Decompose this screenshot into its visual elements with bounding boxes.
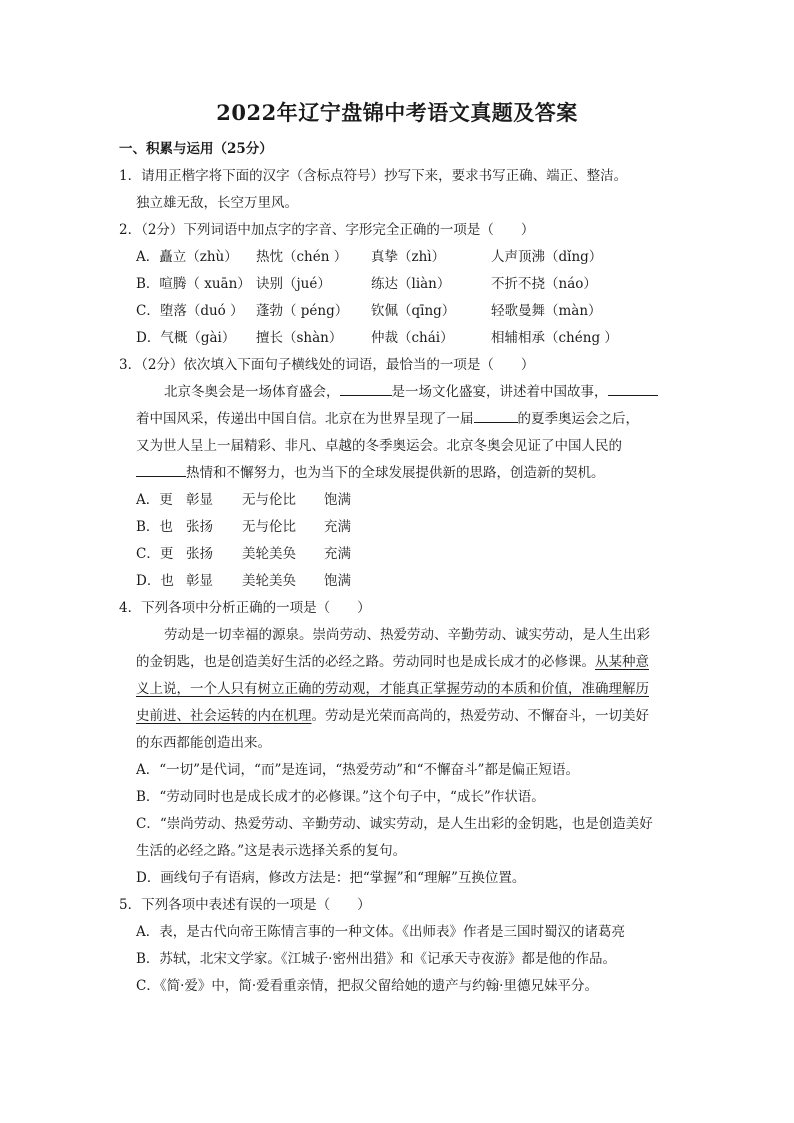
question-5-option-a: A．表，是古代向帝王陈情言事的一种文体。《出师表》作者是三国时蜀汉的诸葛亮	[136, 924, 625, 940]
question-4-option-c-cont: 生活的必经之路。”这是表示选择关系的复句。	[136, 843, 407, 859]
question-2-option-d	[119, 325, 679, 352]
question-1-text: 独立雄无敌，长空万里风。	[136, 195, 298, 211]
question-2-option-a	[119, 244, 679, 271]
option-word: A．矗立（zhù）	[136, 249, 238, 265]
option-word: 无与伦比	[242, 519, 296, 535]
option-word: B．喧腾（ xuān）	[136, 276, 251, 292]
fill-blank-1	[340, 381, 392, 396]
option-word: 仲裁（chái）	[371, 330, 454, 346]
option-word: 彰显	[186, 573, 213, 589]
question-5-option-b: B．苏轼，北宋文学家。《江城子·密州出猎》和《记承天寺夜游》都是他的作品。	[136, 951, 616, 967]
fill-blank-4	[136, 462, 186, 477]
option-word: 擅长（shàn）	[256, 330, 343, 346]
option-word: 充满	[324, 546, 351, 562]
question-3-option-b	[119, 514, 679, 541]
question-4-passage-line	[119, 676, 679, 703]
passage-text: 。劳动是光荣而高尚的，热爱劳动、不懈奋斗，一切美好	[311, 708, 649, 724]
question-4-passage-line: 的东西都能创造出来。	[136, 735, 271, 751]
question-3-option-a	[119, 487, 679, 514]
question-2-stem: 2．（2分）下列词语中加点字的字音、字形完全正确的一项是（ ）	[119, 222, 535, 238]
fill-blank-2	[608, 381, 658, 396]
option-word: 饱满	[324, 573, 351, 589]
question-4-passage-line	[119, 649, 679, 676]
question-4-option-d: D．画线句子有语病，修改方法是：把“掌握”和“理解”互换位置。	[136, 870, 526, 886]
passage-text: 是一场文化盛宴，讲述着中国故事，	[391, 384, 608, 400]
question-1-stem: 1．请用正楷字将下面的汉字（含标点符号）抄写下来，要求书写正确、端正、整洁。	[119, 168, 628, 184]
fill-blank-3	[474, 408, 518, 423]
option-word: 彰显	[186, 492, 213, 508]
question-5-stem: 5．下列各项中表述有误的一项是（ ）	[119, 897, 371, 913]
question-4-option-c: C．“崇尚劳动、热爱劳动、辛勤劳动、诚实劳动，是人生出彩的金钥匙，也是创造美好	[136, 816, 653, 832]
exam-content	[119, 136, 679, 1000]
passage-text: 的夏季奥运会之后，	[517, 411, 639, 427]
option-word: 张扬	[186, 519, 213, 535]
option-word: 练达（liàn）	[371, 276, 451, 292]
question-3-passage-line	[119, 460, 679, 487]
question-3-option-d	[119, 568, 679, 595]
option-word: A．更	[136, 492, 173, 508]
option-word: D．也	[136, 573, 174, 589]
question-4-option-b: B．“劳动同时也是成长成才的必修课。”这个句子中，“成长”作状语。	[136, 789, 545, 805]
option-word: 无与伦比	[242, 492, 296, 508]
option-word: 真挚（zhì）	[371, 249, 446, 265]
question-3-passage-line: 又为世人呈上一届精彩、非凡、卓越的冬季奥运会。北京冬奥会见证了中国人民的	[136, 438, 622, 454]
option-word: 美轮美奂	[242, 573, 296, 589]
question-2-option-b	[119, 271, 679, 298]
question-4-option-a: A．“一切”是代词，“而”是连词，“热爱劳动”和“不懈奋斗”都是偏正短语。	[136, 762, 579, 778]
underlined-sentence: 从某种意	[595, 654, 649, 670]
option-word: B．也	[136, 519, 173, 535]
option-word: C．更	[136, 546, 174, 562]
option-word: 人声顶沸（dǐng）	[491, 249, 603, 265]
question-3-stem: 3．（2分）依次填入下面句子横线处的词语，最恰当的一项是（ ）	[119, 357, 535, 373]
option-word: 诀别（jué）	[256, 276, 331, 292]
option-word: 轻歌曼舞（màn）	[491, 303, 602, 319]
question-4-passage-line: 劳动是一切幸福的源泉。崇尚劳动、热爱劳动、辛勤劳动、诚实劳动，是人生出彩	[164, 627, 650, 643]
option-word: D．气概（gài）	[136, 330, 236, 346]
question-4-stem: 4．下列各项中分析正确的一项是（ ）	[119, 600, 371, 616]
passage-text: 北京冬奥会是一场体育盛会，	[164, 384, 340, 400]
option-word: 钦佩（qīng）	[371, 303, 456, 319]
passage-text: 着中国风采，传递出中国自信。北京在为世界呈现了一届	[136, 411, 474, 427]
option-word: C．堕落（duó ）	[136, 303, 244, 319]
section-heading: 一、积累与运用（25分）	[119, 141, 273, 157]
question-4-passage-line	[119, 703, 679, 730]
underlined-sentence: 义上说，一个人只有树立正确的劳动观，才能真正掌握劳动的本质和价值，准确理解历	[136, 681, 649, 697]
option-word: 蓬勃（ péng）	[256, 303, 349, 319]
option-word: 饱满	[324, 492, 351, 508]
option-word: 张扬	[186, 546, 213, 562]
passage-text: 热情和不懈努力，也为当下的全球发展提供新的思路，创造新的契机。	[186, 465, 605, 481]
underlined-sentence: 史前进、社会运转的内在机理	[136, 708, 312, 724]
question-2-option-c	[119, 298, 679, 325]
option-word: 充满	[324, 519, 351, 535]
question-5-option-c: C．《简·爱》中，简·爱看重亲情，把叔父留给她的遗产与约翰·里德兄妹平分。	[136, 978, 598, 994]
option-word: 美轮美奂	[242, 546, 296, 562]
passage-text: 的金钥匙，也是创造美好生活的必经之路。劳动同时也是成长成才的必修课。	[136, 654, 595, 670]
option-word: 热忱（chén ）	[256, 249, 348, 265]
option-word: 不折不挠（náo）	[491, 276, 597, 292]
question-3-option-c	[119, 541, 679, 568]
question-3-passage-line	[119, 379, 679, 406]
page-title: 2022年辽宁盘锦中考语文真题及答案	[216, 100, 578, 125]
option-word: 相辅相承（chéng ）	[491, 330, 618, 346]
question-3-passage-line	[119, 406, 679, 433]
